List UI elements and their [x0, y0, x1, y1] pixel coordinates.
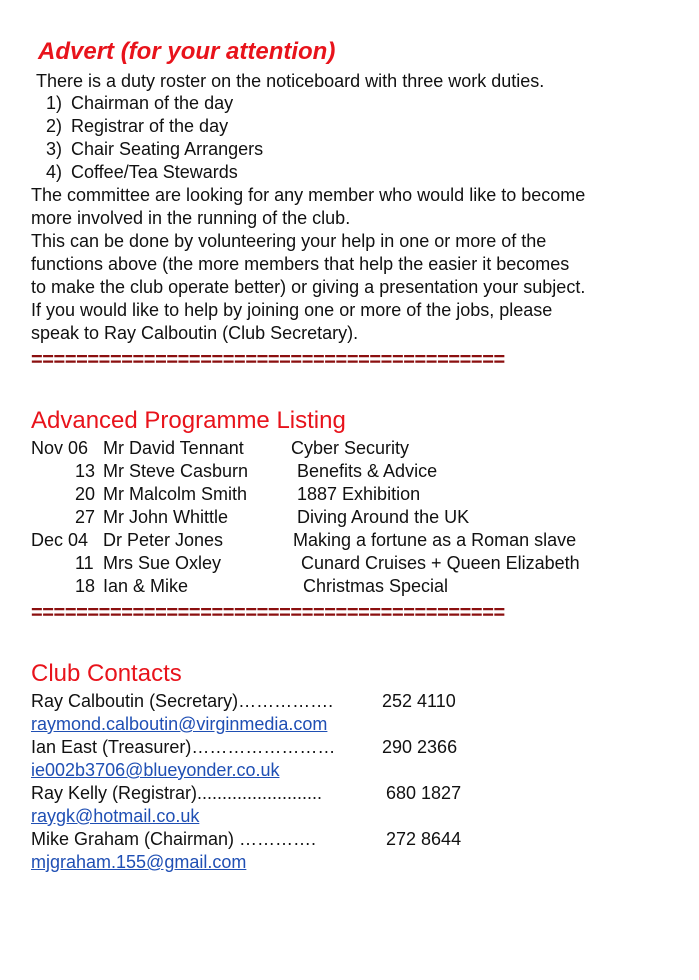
- programme-topic: Christmas Special: [303, 576, 449, 596]
- contact-phone: 290 2366: [382, 737, 458, 757]
- programme-topic: Cyber Security: [291, 438, 410, 458]
- programme-date: 20: [75, 484, 96, 504]
- contact-phone: 680 1827: [386, 783, 462, 803]
- programme-topic: 1887 Exhibition: [297, 484, 421, 504]
- programme-speaker: Mrs Sue Oxley: [103, 553, 222, 573]
- programme-date: 13: [75, 461, 96, 481]
- programme-speaker: Mr John Whittle: [103, 507, 229, 527]
- divider-1: ==========================================: [31, 349, 505, 371]
- programme-speaker: Mr Steve Casburn: [103, 461, 249, 481]
- contact-email-link[interactable]: mjgraham.155@gmail.com: [31, 852, 247, 872]
- duty-item: 2) Registrar of the day: [45, 116, 229, 136]
- contacts-title: Club Contacts: [31, 660, 182, 687]
- contact-email-link[interactable]: raygk@hotmail.co.uk: [31, 806, 200, 826]
- programme-topic: Making a fortune as a Roman slave: [293, 530, 577, 550]
- contact-phone: 272 8644: [386, 829, 462, 849]
- programme-table: [31, 437, 671, 598]
- programme-speaker: Mr David Tennant: [103, 438, 244, 458]
- programme-title: Advanced Programme Listing: [31, 407, 346, 434]
- programme-topic: Benefits & Advice: [297, 461, 438, 481]
- contact-name: Mike Graham (Chairman) ………….: [31, 829, 317, 849]
- advert-intro: There is a duty roster on the noticeboard with three work duties.: [36, 71, 545, 91]
- programme-topic: Diving Around the UK: [297, 507, 470, 527]
- advert-title: Advert (for your attention): [38, 38, 336, 65]
- programme-date: 11: [75, 553, 94, 573]
- programme-date: Nov 06: [31, 438, 89, 458]
- programme-speaker: Dr Peter Jones: [103, 530, 224, 550]
- contact-phone: 252 4110: [382, 691, 456, 711]
- contact-email-link[interactable]: raymond.calboutin@virginmedia.com: [31, 714, 328, 734]
- advert-paragraph: The committee are looking for any member who would like to become more involved in the running of the club. This can be done by volunteering your help in one or more of the functions above (the more members that help the easier it becomes to make the club operate better) or giving a presentation your subject. If you would like to help by joining one or more of the jobs, please speak to Ray Calboutin (Club Secretary).: [31, 185, 586, 343]
- duty-list: [34, 92, 263, 184]
- duty-item: 4) Coffee/Tea Stewards: [45, 162, 238, 182]
- programme-speaker: Ian & Mike: [103, 576, 189, 596]
- programme-date: 27: [75, 507, 96, 527]
- contact-name: Ian East (Treasurer)……………………: [31, 737, 336, 757]
- programme-date: 18: [75, 576, 96, 596]
- contact-email-link[interactable]: ie002b3706@blueyonder.co.uk: [31, 760, 280, 780]
- contact-name: Ray Calboutin (Secretary)…………….: [31, 691, 334, 711]
- contact-name: Ray Kelly (Registrar).........................: [31, 783, 323, 803]
- programme-topic: Cunard Cruises + Queen Elizabeth: [301, 553, 580, 573]
- duty-item: 3) Chair Seating Arrangers: [45, 139, 264, 159]
- divider-2: ==========================================: [31, 602, 505, 624]
- programme-speaker: Mr Malcolm Smith: [103, 484, 248, 504]
- programme-date: Dec 04: [31, 530, 89, 550]
- duty-item: 1) Chairman of the day: [45, 93, 234, 113]
- contacts-list: [31, 690, 671, 876]
